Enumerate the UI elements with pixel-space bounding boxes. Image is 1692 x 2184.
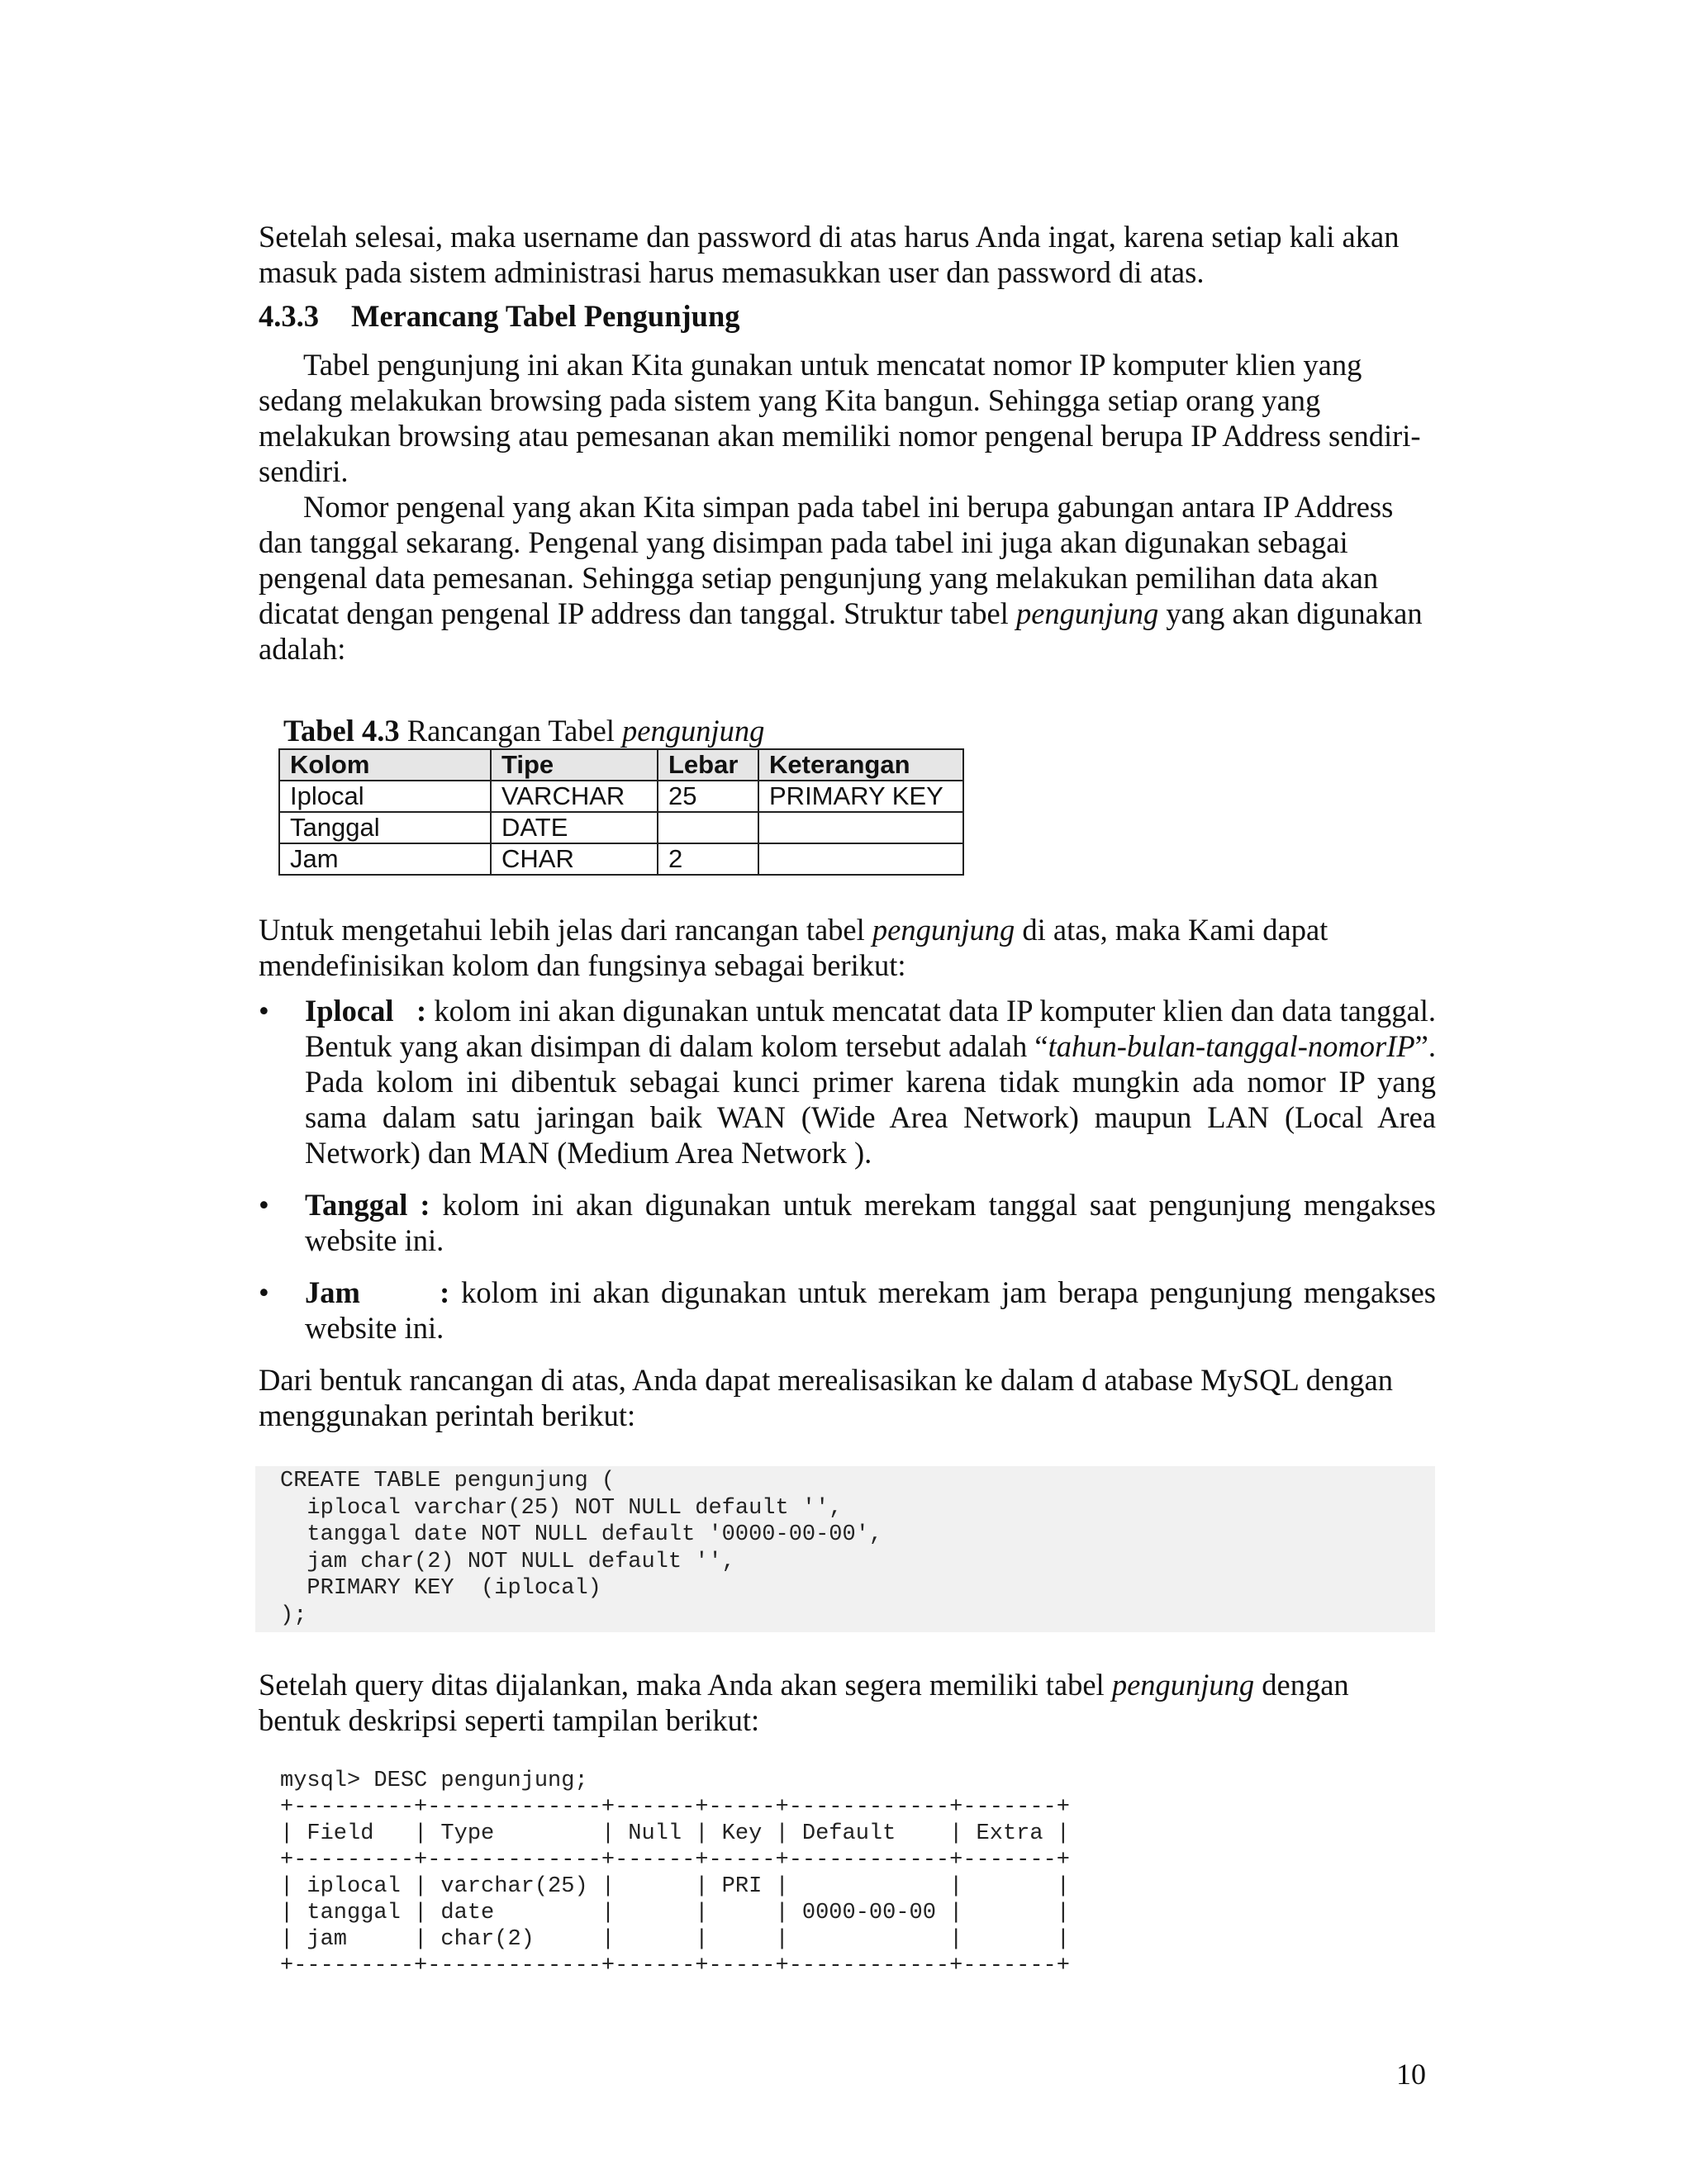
paragraph-4: Dari bentuk rancangan di atas, Anda dapat merealisasikan ke dalam d atabase MySQL dengan menggunakan perintah berikut: bbox=[259, 1363, 1393, 1432]
section-heading bbox=[259, 298, 1436, 334]
design-table bbox=[278, 748, 964, 876]
mysql-console-output: mysql> DESC pengunjung; +---------+-------------+------+-----+------------+-------+ | Field | Type | Null | Key | Default | Extra | +---------+-------------+------+-----+------------+-------+ | iplocal | varchar(25) | | PRI | | | | tanggal | date | | | 0000-00-00 | | | jam | char(2) | | | | | +---------+-------------+------+-----+------------+-------+ bbox=[280, 1769, 1070, 1978]
list-item: • Tanggal : kolom ini akan digunakan untuk merekam tanggal saat pengunjung mengakses website ini. bbox=[259, 1188, 1436, 1257]
paragraph-2: Nomor pengenal yang akan Kita simpan pada tabel ini berupa gabungan antara IP Address dan tanggal sekarang. Pengenal yang disimpan pada tabel ini juga akan digunakan sebagai pengenal data pemesanan. Sehingga setiap pengunjung yang melakukan pemilihan data akan dicatat dengan pengenal IP address dan tanggal. Struktur tabel pengunjung yang akan digunakan adalah: bbox=[259, 490, 1423, 666]
table-header-cell: Lebar bbox=[658, 749, 758, 781]
table-cell bbox=[658, 812, 758, 843]
list-term: Tanggal : bbox=[305, 1188, 443, 1222]
table-cell: CHAR bbox=[491, 843, 658, 875]
list-term: Jam : bbox=[305, 1275, 462, 1309]
paragraph-1: Tabel pengunjung ini akan Kita gunakan untuk mencatat nomor IP komputer klien yang sedang melakukan browsing pada sistem yang Kita bangun. Sehingga setiap orang yang melakukan browsing atau pemesanan akan memiliki nomor pengenal berupa IP Address sendiri-sendiri. bbox=[259, 348, 1421, 488]
table-cell: 2 bbox=[658, 843, 758, 875]
bullet-icon: • bbox=[259, 1275, 269, 1309]
table-cell: VARCHAR bbox=[491, 781, 658, 812]
document-page bbox=[259, 219, 1436, 1979]
section-title: Merancang Tabel Pengunjung bbox=[351, 299, 740, 333]
sql-code-block: CREATE TABLE pengunjung ( iplocal varchar(25) NOT NULL default '', tanggal date NOT NULL default '0000-00-00', jam char(2) NOT NULL default '', PRIMARY KEY (iplocal) ); bbox=[255, 1466, 1435, 1632]
table-cell: 25 bbox=[658, 781, 758, 812]
bullet-icon: • bbox=[259, 994, 269, 1028]
emphasis-pengunjung: pengunjung bbox=[1111, 1668, 1255, 1702]
bullet-icon: • bbox=[259, 1188, 269, 1222]
table-header-cell: Tipe bbox=[491, 749, 658, 781]
table-header-cell: Kolom bbox=[279, 749, 491, 781]
table-row bbox=[279, 843, 963, 875]
list-term: Iplocal : bbox=[305, 994, 435, 1028]
table-cell: PRIMARY KEY bbox=[758, 781, 963, 812]
column-definition-list bbox=[259, 993, 1436, 1346]
emphasis-pengunjung: pengunjung bbox=[872, 913, 1015, 947]
emphasis-pengunjung: pengunjung bbox=[1015, 596, 1159, 630]
section-number: 4.3.3 bbox=[259, 299, 319, 333]
paragraph-3: Untuk mengetahui lebih jelas dari rancangan tabel pengunjung di atas, maka Kami dapat mendefinisikan kolom dan fungsinya sebagai berikut: bbox=[259, 913, 1328, 982]
table-header-row bbox=[279, 749, 963, 781]
paragraph-5: Setelah query ditas dijalankan, maka Anda akan segera memiliki tabel pengunjung dengan bentuk deskripsi seperti tampilan berikut: bbox=[259, 1668, 1349, 1737]
table-caption: Tabel 4.3 Rancangan Tabel pengunjung bbox=[283, 714, 765, 748]
intro-paragraph: Setelah selesai, maka username dan password di atas harus Anda ingat, karena setiap kali akan masuk pada sistem administrasi harus memasukkan user dan password di atas. bbox=[259, 220, 1400, 289]
list-item: • Iplocal : kolom ini akan digunakan untuk mencatat data IP komputer klien dan data tanggal. Bentuk yang akan disimpan di dalam kolom tersebut adalah “tahun-bulan-tanggal-nomorIP”. Pada kolom ini dibentuk sebagai kunci primer karena tidak mungkin ada nomor IP yang sama dalam satu jaringan baik WAN (Wide Area Network) maupun LAN (Local Area Network) dan MAN (Medium Area Network ). bbox=[259, 994, 1436, 1170]
table-cell bbox=[758, 843, 963, 875]
table-cell: Tanggal bbox=[279, 812, 491, 843]
table-cell: DATE bbox=[491, 812, 658, 843]
list-item: • Jam : kolom ini akan digunakan untuk merekam jam berapa pengunjung mengakses website ini. bbox=[259, 1275, 1437, 1345]
table-row bbox=[279, 781, 963, 812]
table-cell: Iplocal bbox=[279, 781, 491, 812]
table-header-cell: Keterangan bbox=[758, 749, 963, 781]
table-cell: Jam bbox=[279, 843, 491, 875]
table-row bbox=[279, 812, 963, 843]
page-number: 10 bbox=[1396, 2058, 1426, 2091]
table-cell bbox=[758, 812, 963, 843]
